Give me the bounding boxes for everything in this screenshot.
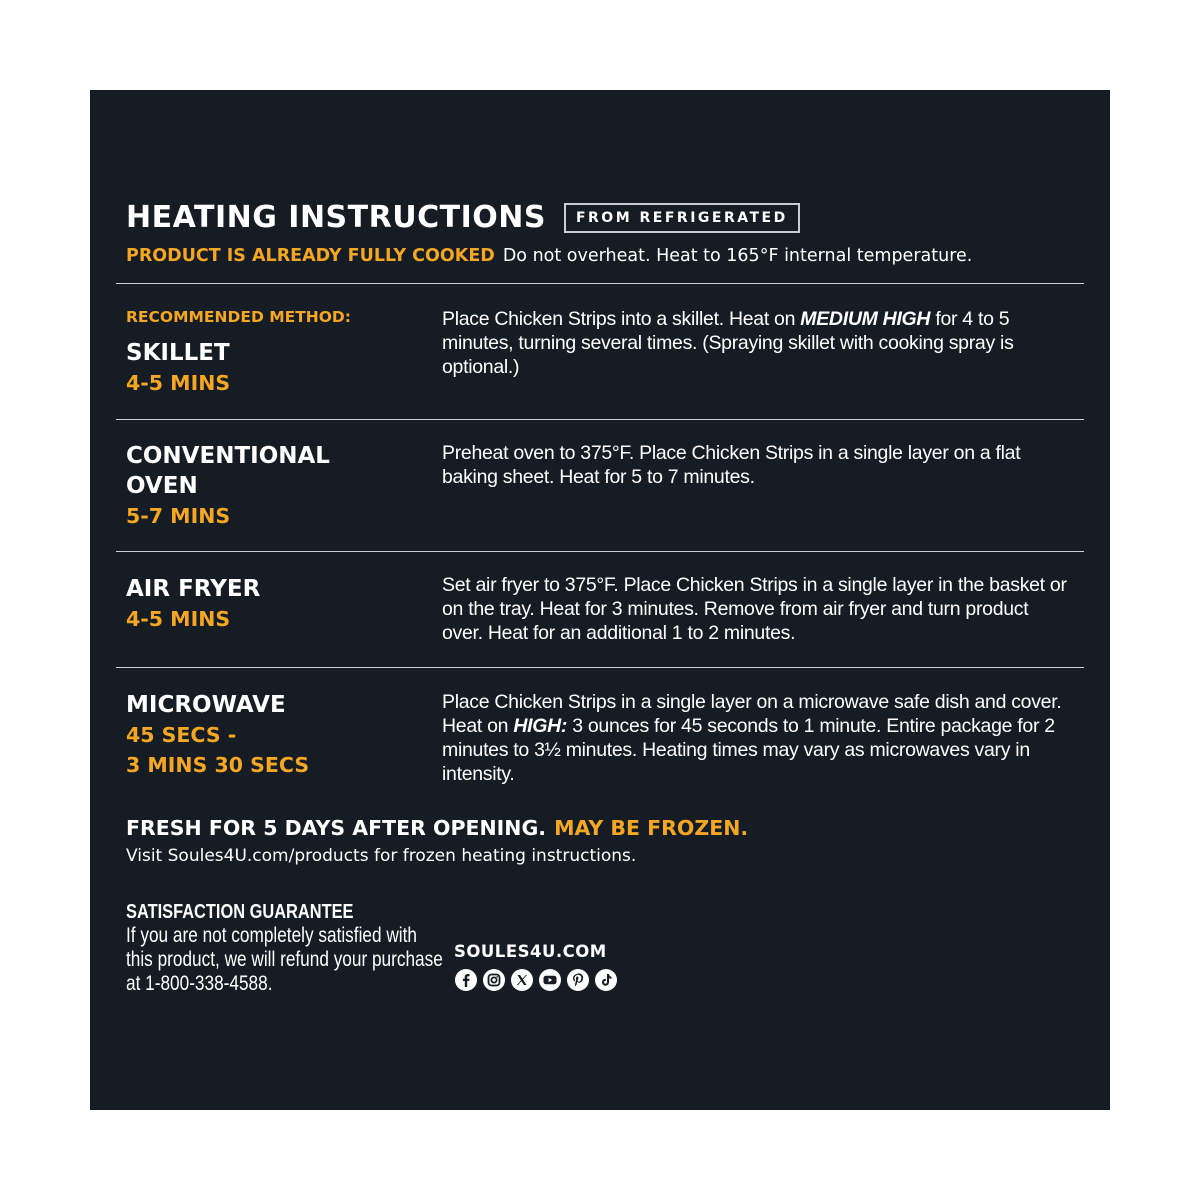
- method-time: 45 SECS -: [126, 723, 237, 747]
- facebook-icon: [454, 968, 478, 992]
- desc-text: 3 ounces for 45 seconds to 1 minute. Entire package for 2 minutes to 3½ minutes. Heating times may vary as microwaves vary in intensity.: [442, 715, 1055, 785]
- refrigerated-badge: FROM REFRIGERATED: [564, 203, 800, 233]
- desc-text: Place Chicken Strips in a single layer on a microwave safe dish and cover. Heat on: [442, 691, 1062, 737]
- title-row: [126, 200, 800, 235]
- website-label: SOULES4U.COM: [454, 942, 607, 961]
- divider: [116, 667, 1084, 668]
- guarantee-body: If you are not completely satisfied with this product, we will refund your purchase at 1-800-338-4588.: [126, 924, 443, 995]
- page-title: HEATING INSTRUCTIONS: [126, 200, 546, 235]
- instructions-panel: [90, 90, 1110, 1110]
- method-microwave: [126, 690, 416, 780]
- method-time: 4-5 MINS: [126, 371, 231, 395]
- desc-emphasis: HIGH:: [513, 715, 568, 737]
- method-name: CONVENTIONAL: [126, 443, 330, 469]
- method-name: AIR FRYER: [126, 576, 261, 602]
- method-air-fryer: [126, 574, 416, 634]
- freshness-note: [126, 816, 748, 840]
- air-fryer-description: Set air fryer to 375°F. Place Chicken Strips in a single layer in the basket or on the tray. Heat for 3 minutes. Remove from air fryer and turn product over. Heat for an additional 1 to 2 minutes.: [442, 574, 1067, 644]
- divider: [116, 551, 1084, 552]
- fresh-days-label: FRESH FOR 5 DAYS AFTER OPENING.: [126, 816, 547, 840]
- microwave-description: [442, 690, 1072, 786]
- desc-emphasis: MEDIUM HIGH: [800, 308, 931, 330]
- tiktok-icon: [594, 968, 618, 992]
- divider: [116, 419, 1084, 420]
- may-be-frozen-label: MAY BE FROZEN.: [554, 816, 749, 840]
- method-name: MICROWAVE: [126, 692, 286, 718]
- guarantee-title: SATISFACTION GUARANTEE: [126, 901, 354, 923]
- fully-cooked-label: PRODUCT IS ALREADY FULLY COOKED: [126, 246, 495, 266]
- satisfaction-guarantee: [126, 900, 446, 996]
- divider: [116, 283, 1084, 284]
- method-oven: [126, 441, 416, 531]
- oven-description: Preheat oven to 375°F. Place Chicken Strips in a single layer on a flat baking sheet. Heat for 5 to 7 minutes.: [442, 442, 1021, 488]
- frozen-instructions-link: Visit Soules4U.com/products for frozen heating instructions.: [126, 846, 637, 866]
- social-icons: [454, 968, 618, 992]
- instagram-icon: [482, 968, 506, 992]
- desc-text: Place Chicken Strips into a skillet. Heat on: [442, 308, 801, 330]
- desc-text: for 4 to 5 minutes, turning several times. (Spraying skillet with cooking spray is optional.): [442, 308, 1014, 378]
- skillet-description: [442, 307, 1072, 379]
- method-time: 3 MINS 30 SECS: [126, 753, 310, 777]
- method-time: 4-5 MINS: [126, 607, 231, 631]
- recommended-label: RECOMMENDED METHOD:: [126, 308, 351, 326]
- x-icon: [510, 968, 534, 992]
- method-time: 5-7 MINS: [126, 504, 231, 528]
- method-name: SKILLET: [126, 340, 230, 366]
- temperature-note: Do not overheat. Heat to 165°F internal temperature.: [502, 246, 973, 266]
- method-name: OVEN: [126, 473, 198, 499]
- method-skillet: [126, 308, 416, 398]
- youtube-icon: [538, 968, 562, 992]
- cooked-notice: [126, 246, 972, 266]
- pinterest-icon: [566, 968, 590, 992]
